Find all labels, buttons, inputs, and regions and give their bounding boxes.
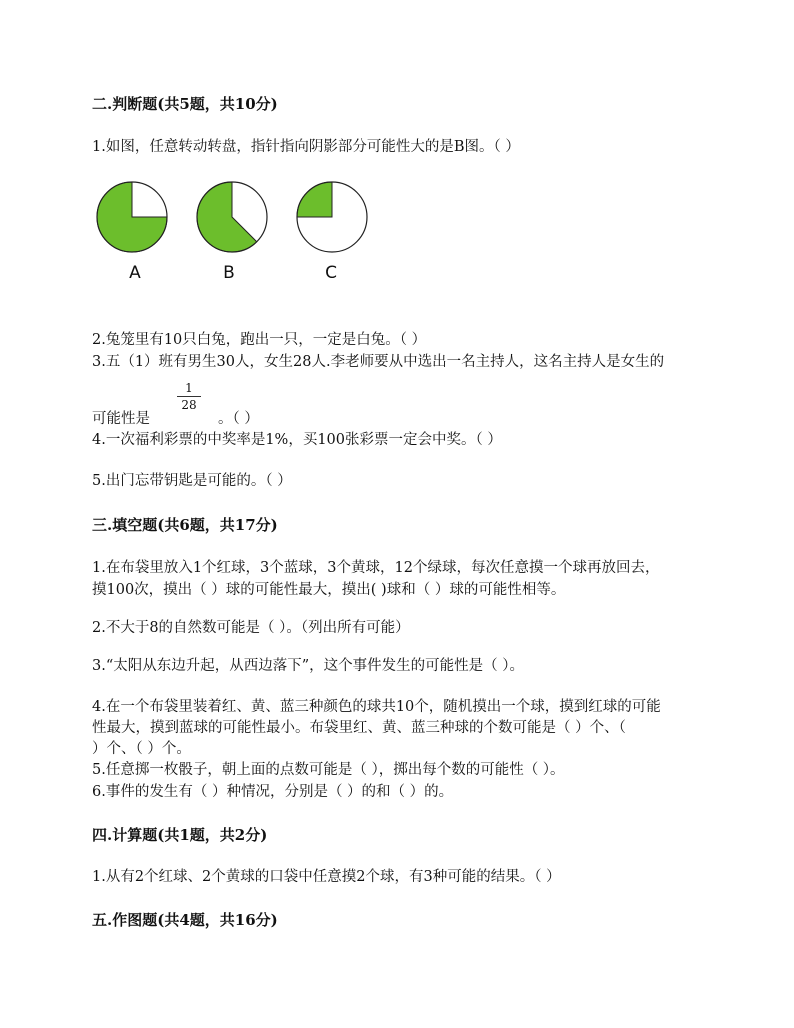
judge-question-2: 2.兔笼里有10只白兔，跑出一只，一定是白兔。（ ） bbox=[92, 332, 427, 348]
fill-question-4-line3: ）个、（ ）个。 bbox=[92, 741, 191, 757]
fraction-one-28 bbox=[177, 381, 201, 412]
fill-question-2: 2.不大于8的自然数可能是（ ）。（列出所有可能） bbox=[92, 620, 410, 636]
fill-question-4-line1: 4.在一个布袋里装着红、黄、蓝三种颜色的球共10个，随机摸出一个球，摸到红球的可能 bbox=[92, 699, 661, 715]
fill-question-1-line2: 摸100次，摸出（ ）球的可能性最大，摸出( )球和（ ）球的可能性相等。 bbox=[92, 582, 566, 598]
calc-question-1: 1.从有2个红球、2个黄球的口袋中任意摸2个球，有3种可能的结果。（ ） bbox=[92, 869, 561, 885]
judge-question-5: 5.出门忘带钥匙是可能的。（ ） bbox=[92, 473, 292, 489]
fraction-numerator: 1 bbox=[185, 381, 193, 395]
section-5-heading: 五.作图题(共4题，共16分) bbox=[92, 911, 278, 929]
spinner-label-a: A bbox=[129, 263, 141, 283]
spinner-label-c: C bbox=[325, 263, 337, 283]
spinner-svg bbox=[92, 180, 392, 260]
judge-question-3-suffix: 。（ ） bbox=[218, 411, 259, 427]
spinner-a bbox=[97, 182, 167, 252]
judge-question-3-prefix: 可能性是 bbox=[92, 411, 150, 427]
fill-question-1-line1: 1.在布袋里放入1个红球，3个蓝球，3个黄球，12个绿球，每次任意摸一个球再放回去， bbox=[92, 560, 660, 576]
fraction-denominator: 28 bbox=[181, 398, 197, 412]
judge-question-3-line1: 3.五（1）班有男生30人，女生28人.李老师要从中选出一名主持人，这名主持人是女生的 bbox=[92, 354, 665, 370]
spinner-figures bbox=[92, 180, 392, 290]
fraction-bar bbox=[177, 396, 201, 397]
fill-question-5: 5.任意掷一枚骰子，朝上面的点数可能是（ ），掷出每个数的可能性（ ）。 bbox=[92, 762, 565, 778]
section-4-heading: 四.计算题(共1题，共2分) bbox=[92, 826, 268, 844]
fill-question-4-line2: 性最大，摸到蓝球的可能性最小。布袋里红、黄、蓝三种球的个数可能是（ ）个、（ bbox=[92, 720, 626, 736]
section-2-heading: 二.判断题(共5题，共10分) bbox=[92, 95, 278, 113]
spinner-c bbox=[297, 182, 367, 252]
judge-question-1: 1.如图，任意转动转盘，指针指向阴影部分可能性大的是B图。（ ） bbox=[92, 139, 520, 155]
spinner-b bbox=[197, 182, 267, 252]
fill-question-6: 6.事件的发生有（ ）种情况，分别是（ ）的和（ ）的。 bbox=[92, 784, 454, 800]
spinner-label-b: B bbox=[223, 263, 235, 283]
judge-question-4: 4.一次福利彩票的中奖率是1%，买100张彩票一定会中奖。（ ） bbox=[92, 432, 502, 448]
section-3-heading: 三.填空题(共6题，共17分) bbox=[92, 516, 278, 534]
fill-question-3: 3.“太阳从东边升起，从西边落下”，这个事件发生的可能性是（ ）。 bbox=[92, 658, 525, 674]
